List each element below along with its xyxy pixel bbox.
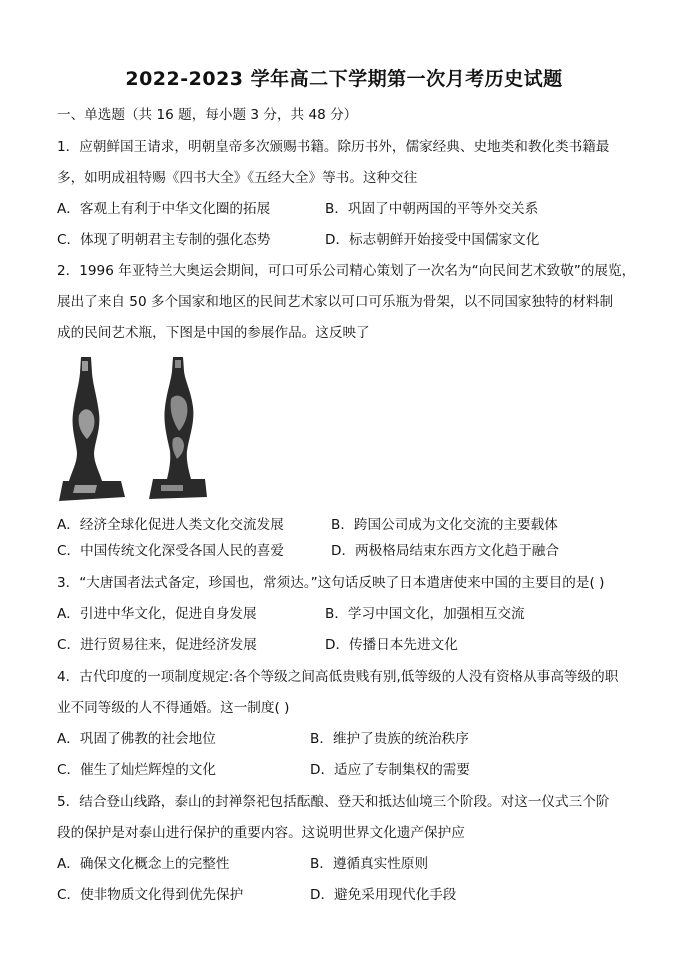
q2-option-a: A．经济全球化促进人类文化交流发展 <box>57 517 284 533</box>
q2-stem-line-3: 成的民间艺术瓶，下图是中国的参展作品。这反映了 <box>57 325 370 341</box>
q4-option-a: A．巩固了佛教的社会地位 <box>57 731 216 747</box>
q5-option-b: B．遵循真实性原则 <box>310 856 429 872</box>
q3-option-a: A．引进中华文化，促进自身发展 <box>57 606 257 622</box>
section-heading: 一、单选题（共 16 题，每小题 3 分，共 48 分） <box>57 107 358 123</box>
q2-option-c: C．中国传统文化深受各国人民的喜爱 <box>57 543 284 559</box>
q2-stem-line-1: 2．1996 年亚特兰大奥运会期间，可口可乐公司精心策划了一次名为“向民间艺术致敬”的展览， <box>57 263 636 279</box>
q3-option-c: C．进行贸易往来，促进经济发展 <box>57 637 257 653</box>
q4-stem-line-2: 业不同等级的人不得通婚。这一制度( ) <box>57 700 290 716</box>
q2-option-d: D．两极格局结束东西方文化趋于融合 <box>331 543 559 559</box>
q4-option-d: D．适应了专制集权的需要 <box>310 762 470 778</box>
q1-option-c: C．体现了明朝君主专制的强化态势 <box>57 232 271 248</box>
q3-option-b: B．学习中国文化，加强相互交流 <box>325 606 525 622</box>
q5-option-d: D．避免采用现代化手段 <box>310 887 457 903</box>
q1-stem-line-2: 多，如明成祖特赐《四书大全》《五经大全》等书。这种交往 <box>57 170 418 186</box>
coca-cola-bottle-artwork-image <box>57 355 217 505</box>
q3-stem-line-1: 3．“大唐国者法式备定，珍国也，常须达。”这句话反映了日本遣唐使来中国的主要目的是( ) <box>57 575 605 591</box>
q5-stem-line-1: 5．结合登山线路，泰山的封禅祭祀包括酝酿、登天和抵达仙境三个阶段。对这一仪式三个阶 <box>57 794 610 810</box>
q4-option-b: B．维护了贵族的统治秩序 <box>310 731 469 747</box>
q4-option-c: C．催生了灿烂辉煌的文化 <box>57 762 217 778</box>
q1-option-d: D．标志朝鲜开始接受中国儒家文化 <box>325 232 540 248</box>
q5-option-c: C．使非物质文化得到优先保护 <box>57 887 244 903</box>
q5-option-a: A．确保文化概念上的完整性 <box>57 856 230 872</box>
q1-option-b: B．巩固了中朝两国的平等外交关系 <box>325 201 539 217</box>
q2-option-b: B．跨国公司成为文化交流的主要载体 <box>331 517 558 533</box>
q1-stem-line-1: 1．应朝鲜国王请求，明朝皇帝多次颁赐书籍。除历书外，儒家经典、史地类和教化类书籍最 <box>57 139 610 155</box>
q3-option-d: D．传播日本先进文化 <box>325 637 458 653</box>
page-title: 2022-2023 学年高二下学期第一次月考历史试题 <box>125 68 563 90</box>
q5-stem-line-2: 段的保护是对泰山进行保护的重要内容。这说明世界文化遗产保护应 <box>57 825 465 841</box>
q2-stem-line-2: 展出了来自 50 多个国家和地区的民间艺术家以可口可乐瓶为骨架，以不同国家独特的材料制 <box>57 294 614 310</box>
q1-option-a: A．客观上有利于中华文化圈的拓展 <box>57 201 271 217</box>
q4-stem-line-1: 4．古代印度的一项制度规定:各个等级之间高低贵贱有别,低等级的人没有资格从事高等级的职 <box>57 669 619 685</box>
